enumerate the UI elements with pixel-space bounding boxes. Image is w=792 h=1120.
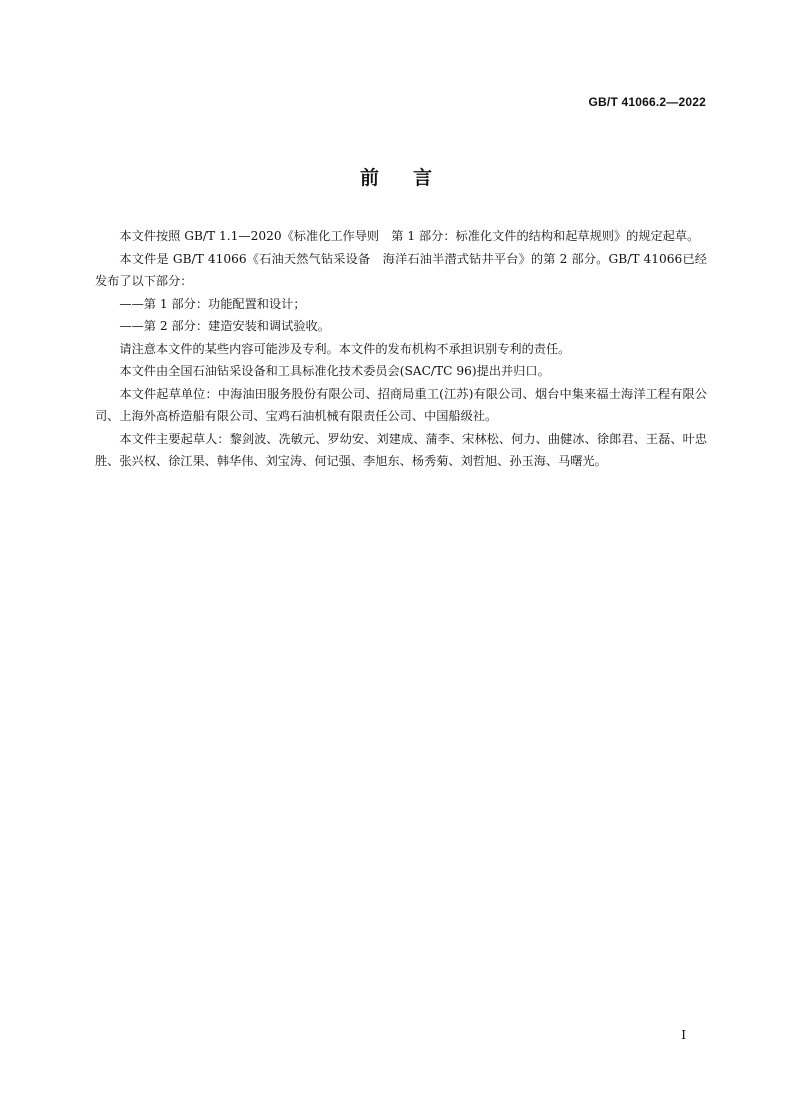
foreword-body <box>95 225 707 473</box>
document-code: GB/T 41066.2—2022 <box>588 95 706 109</box>
page-title: 前言 <box>359 167 466 189</box>
paragraph-patent-notice: 请注意本文件的某些内容可能涉及专利。本文件的发布机构不承担识别专利的责任。 <box>119 341 571 356</box>
paragraph-committee: 本文件由全国石油钻采设备和工具标准化技术委员会(SAC/TC 96)提出并归口。 <box>119 364 550 378</box>
paragraph-series-part: 本文件是 GB/T 41066《石油天然气钻采设备 海洋石油半潜式钻井平台》的第 2 部分。GB/T 41066已经发布了以下部分： <box>95 251 707 288</box>
list-item-part-2: ——第 2 部分：建造安装和调试验收。 <box>119 319 330 333</box>
paragraph-drafting-rules: 本文件按照 GB/T 1.1—2020《标准化工作导则 第 1 部分：标准化文件的结构和起草规则》的规定起草。 <box>119 229 700 243</box>
page-number: I <box>681 1028 686 1042</box>
paragraph-drafting-organizations: 本文件起草单位：中海油田服务股份有限公司、招商局重工(江苏)有限公司、烟台中集来福士海洋工程有限公司、上海外高桥造船有限公司、宝鸡石油机械有限责任公司、中国船级社。 <box>95 386 707 423</box>
list-item-part-1: ——第 1 部分：功能配置和设计； <box>119 296 306 311</box>
paragraph-drafters: 本文件主要起草人：黎剑波、冼敏元、罗幼安、刘建成、蒲李、宋林松、何力、曲健冰、徐郎君、王磊、叶忠胜、张兴权、徐江果、韩华伟、刘宝涛、何记强、李旭东、杨秀菊、刘哲旭、孙玉海、马曙光。 <box>95 431 707 468</box>
